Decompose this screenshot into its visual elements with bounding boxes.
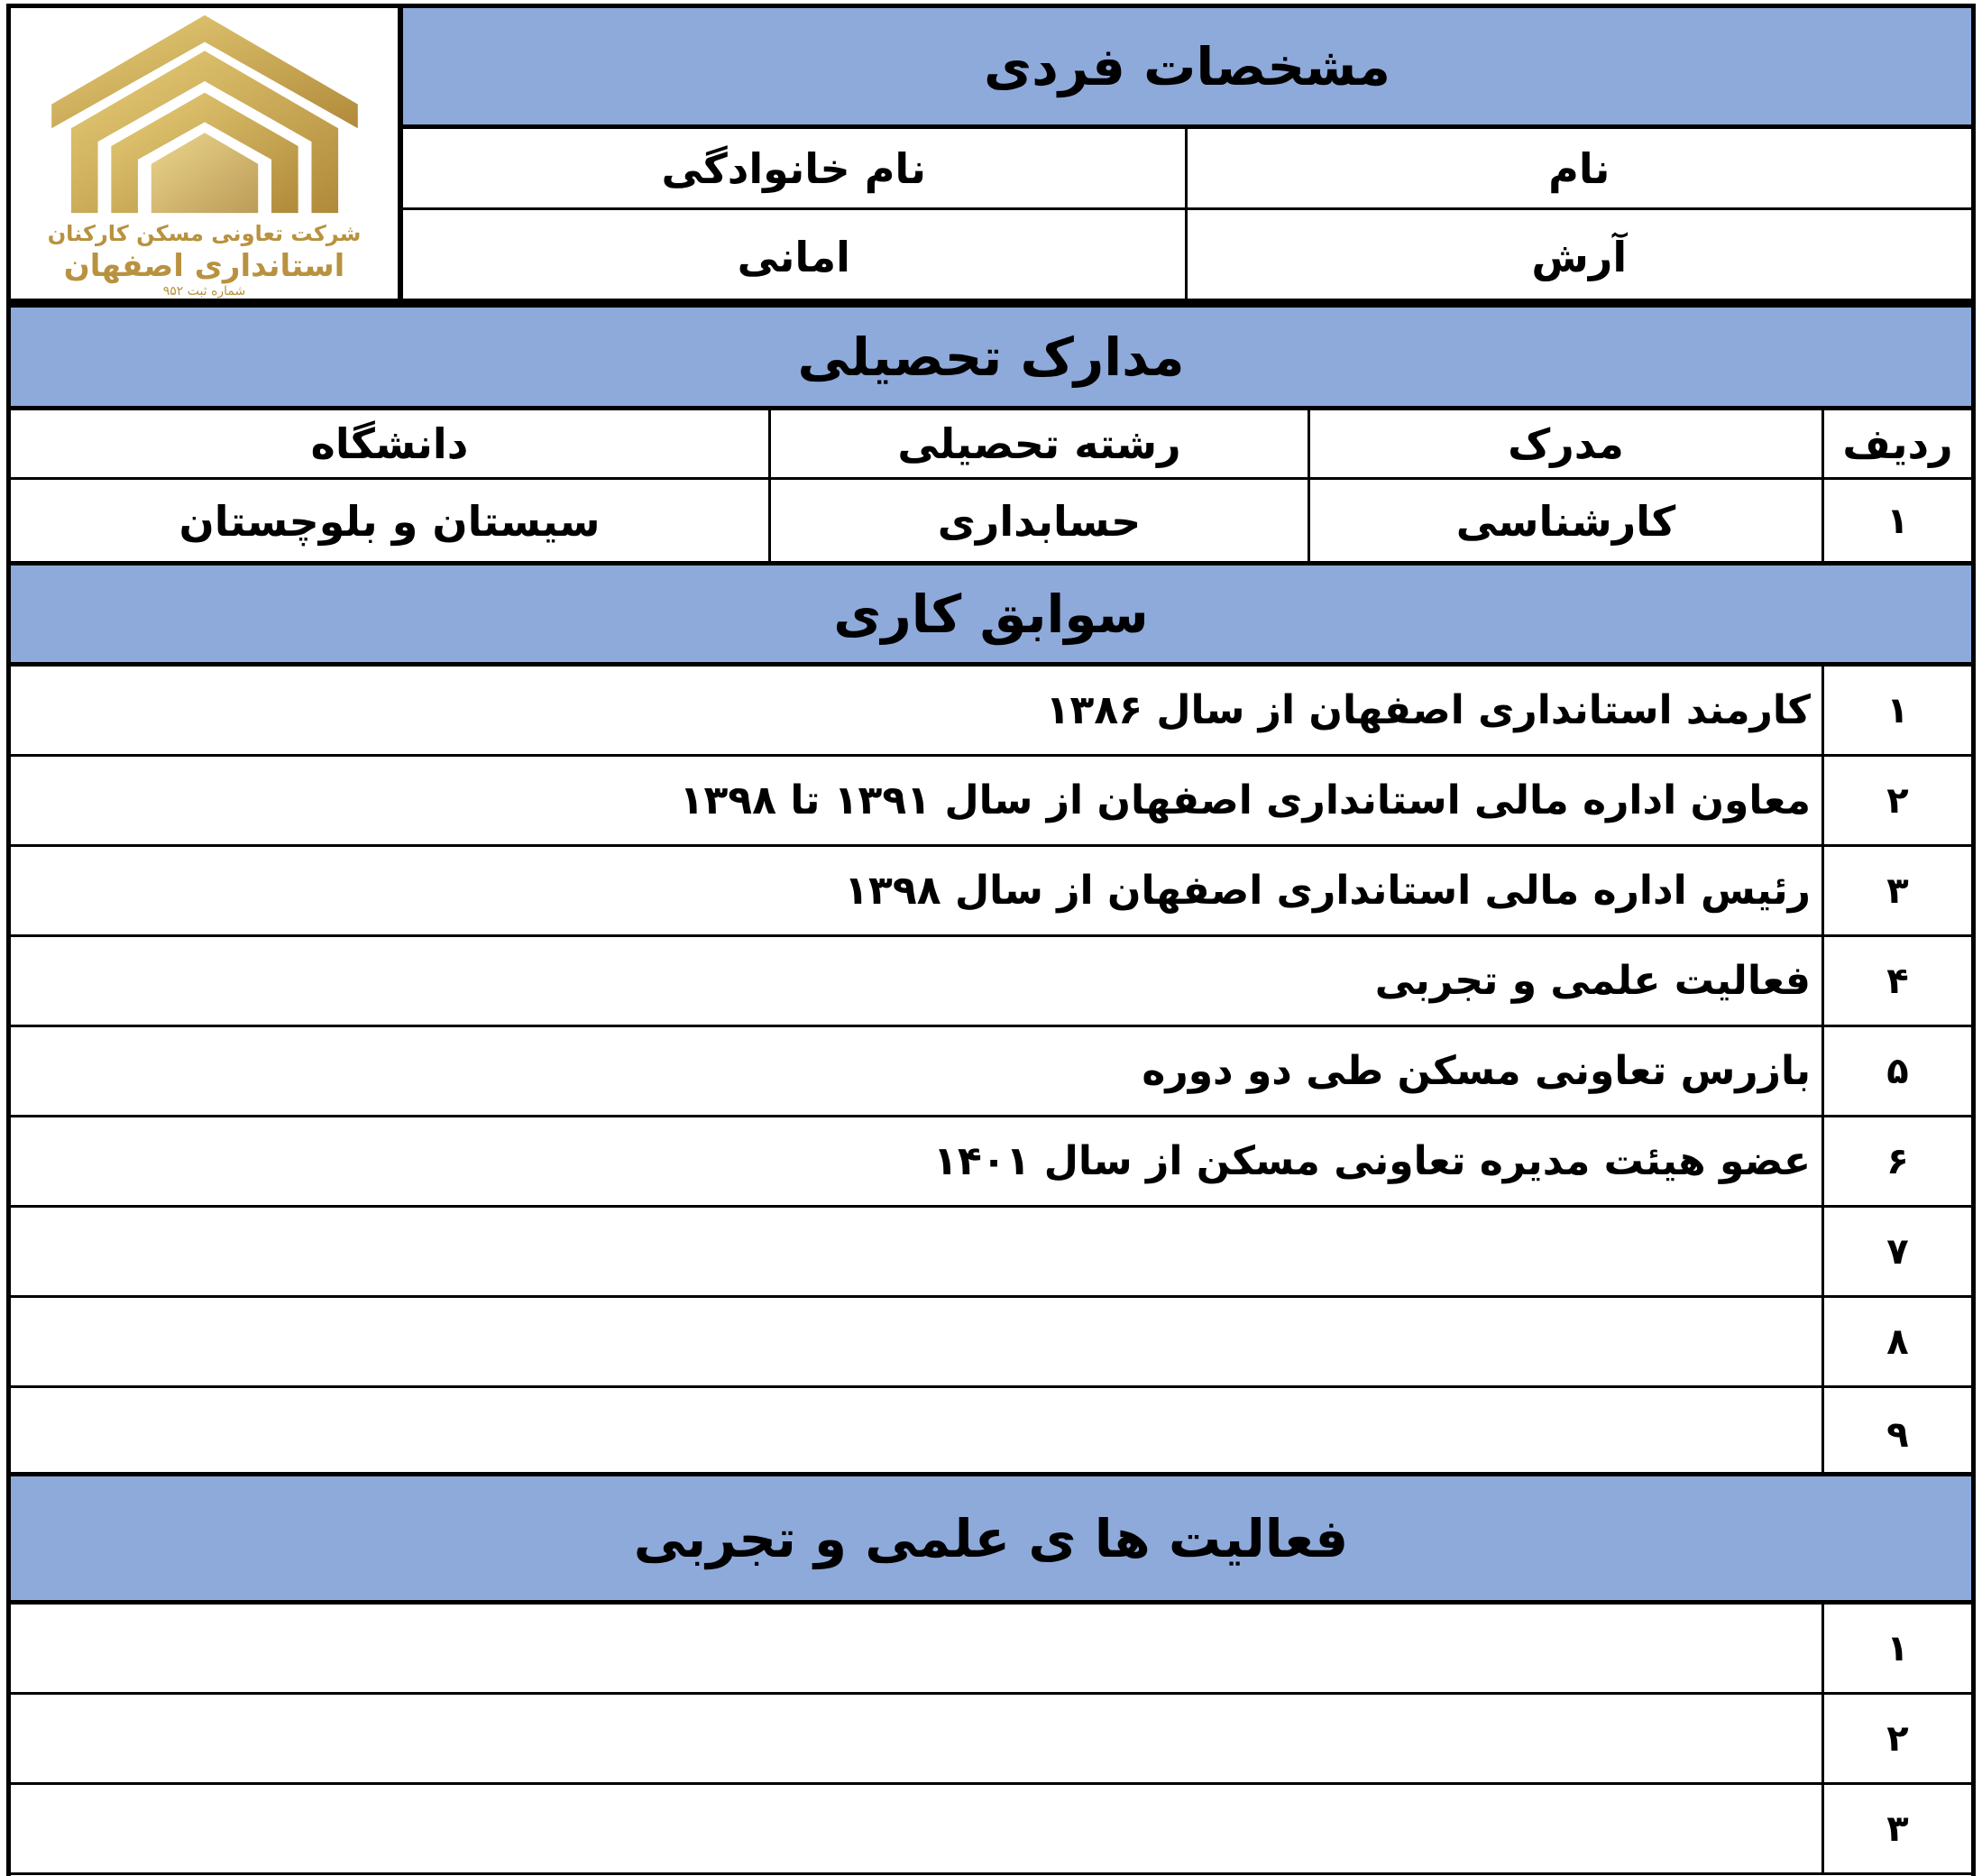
table-row xyxy=(11,667,1971,757)
work-section xyxy=(6,561,1976,1472)
logo-company-name: شرکت تعاونی مسکن کارکنان xyxy=(47,221,362,246)
table-row xyxy=(11,1785,1971,1875)
work-row-number: ۹ xyxy=(1886,1413,1909,1456)
work-row-number: ۵ xyxy=(1886,1050,1909,1092)
education-field: حسابداری xyxy=(771,480,1310,563)
work-row-text: کارمند استانداری اصفهان از سال ۱۳۸۶ xyxy=(11,667,1824,754)
table-row xyxy=(11,1695,1971,1785)
work-row-text: بازرس تعاونی مسکن طی دو دوره xyxy=(11,1027,1824,1115)
work-row-text xyxy=(11,1388,1824,1481)
table-row xyxy=(11,1117,1971,1208)
work-row-text: معاون اداره مالی استانداری اصفهان از سال ۱۳۹۱ تا ۱۳۹۸ xyxy=(11,757,1824,844)
work-row-number: ۲ xyxy=(1886,779,1909,822)
personal-values-row xyxy=(403,210,1971,303)
table-row xyxy=(11,937,1971,1027)
col-header-row: ردیف xyxy=(1842,419,1953,468)
work-row-number: ۶ xyxy=(1886,1140,1909,1182)
education-section xyxy=(6,303,1976,561)
logo-panel xyxy=(6,4,403,303)
work-row-text xyxy=(11,1298,1824,1385)
work-row-number: ۸ xyxy=(1886,1320,1909,1363)
personal-labels-row xyxy=(403,129,1971,210)
education-row-number: ۱ xyxy=(1886,501,1909,542)
col-header-degree: مدرک xyxy=(1310,410,1824,477)
first-name-value: آرش xyxy=(1531,232,1628,281)
table-row xyxy=(11,847,1971,937)
education-degree: کارشناسی xyxy=(1310,480,1824,563)
first-name-label: نام xyxy=(1548,143,1610,193)
work-row-number: ۷ xyxy=(1886,1230,1909,1273)
col-header-field: رشته تحصیلی xyxy=(771,410,1310,477)
activity-row-text xyxy=(11,1605,1824,1692)
education-data-row xyxy=(11,480,1971,566)
activity-row-number: ۱ xyxy=(1886,1627,1909,1669)
form-frame xyxy=(6,4,1976,1876)
activity-row-number: ۲ xyxy=(1886,1717,1909,1760)
table-row xyxy=(11,757,1971,847)
table-row xyxy=(11,1027,1971,1117)
work-row-text: فعالیت علمی و تجربی xyxy=(11,937,1824,1025)
education-university: سیستان و بلوچستان xyxy=(11,480,771,563)
house-logo-icon xyxy=(42,8,367,217)
activity-row-text xyxy=(11,1695,1824,1782)
work-row-text xyxy=(11,1208,1824,1295)
last-name-label: نام خانوادگی xyxy=(403,129,1188,207)
activities-title: فعالیت ها ی علمی و تجربی xyxy=(11,1476,1971,1605)
table-row xyxy=(11,1388,1971,1481)
last-name-value: امانی xyxy=(403,210,1188,303)
activities-section xyxy=(6,1472,1976,1876)
activity-row-number: ۳ xyxy=(1886,1807,1909,1850)
personal-section xyxy=(403,4,1976,303)
table-row xyxy=(11,1208,1971,1298)
work-row-number: ۳ xyxy=(1886,869,1909,912)
work-title: سوابق کاری xyxy=(11,566,1971,667)
work-row-number: ۱ xyxy=(1886,689,1909,731)
work-row-text: عضو هیئت مدیره تعاونی مسکن از سال ۱۴۰۱ xyxy=(11,1117,1824,1205)
table-row xyxy=(11,1298,1971,1388)
education-header-row xyxy=(11,410,1971,480)
personal-title: مشخصات فردی xyxy=(403,8,1971,129)
activity-row-text xyxy=(11,1785,1824,1872)
table-row xyxy=(11,1605,1971,1695)
work-row-number: ۴ xyxy=(1886,960,1909,1002)
col-header-university: دانشگاه xyxy=(11,410,771,477)
work-row-text: رئیس اداره مالی استانداری اصفهان از سال ۱۳۹۸ xyxy=(11,847,1824,934)
logo-registration: شماره ثبت ۹۵۲ xyxy=(162,284,246,299)
education-title: مدارک تحصیلی xyxy=(11,308,1971,410)
logo-organization: استانداری اصفهان xyxy=(63,248,345,284)
